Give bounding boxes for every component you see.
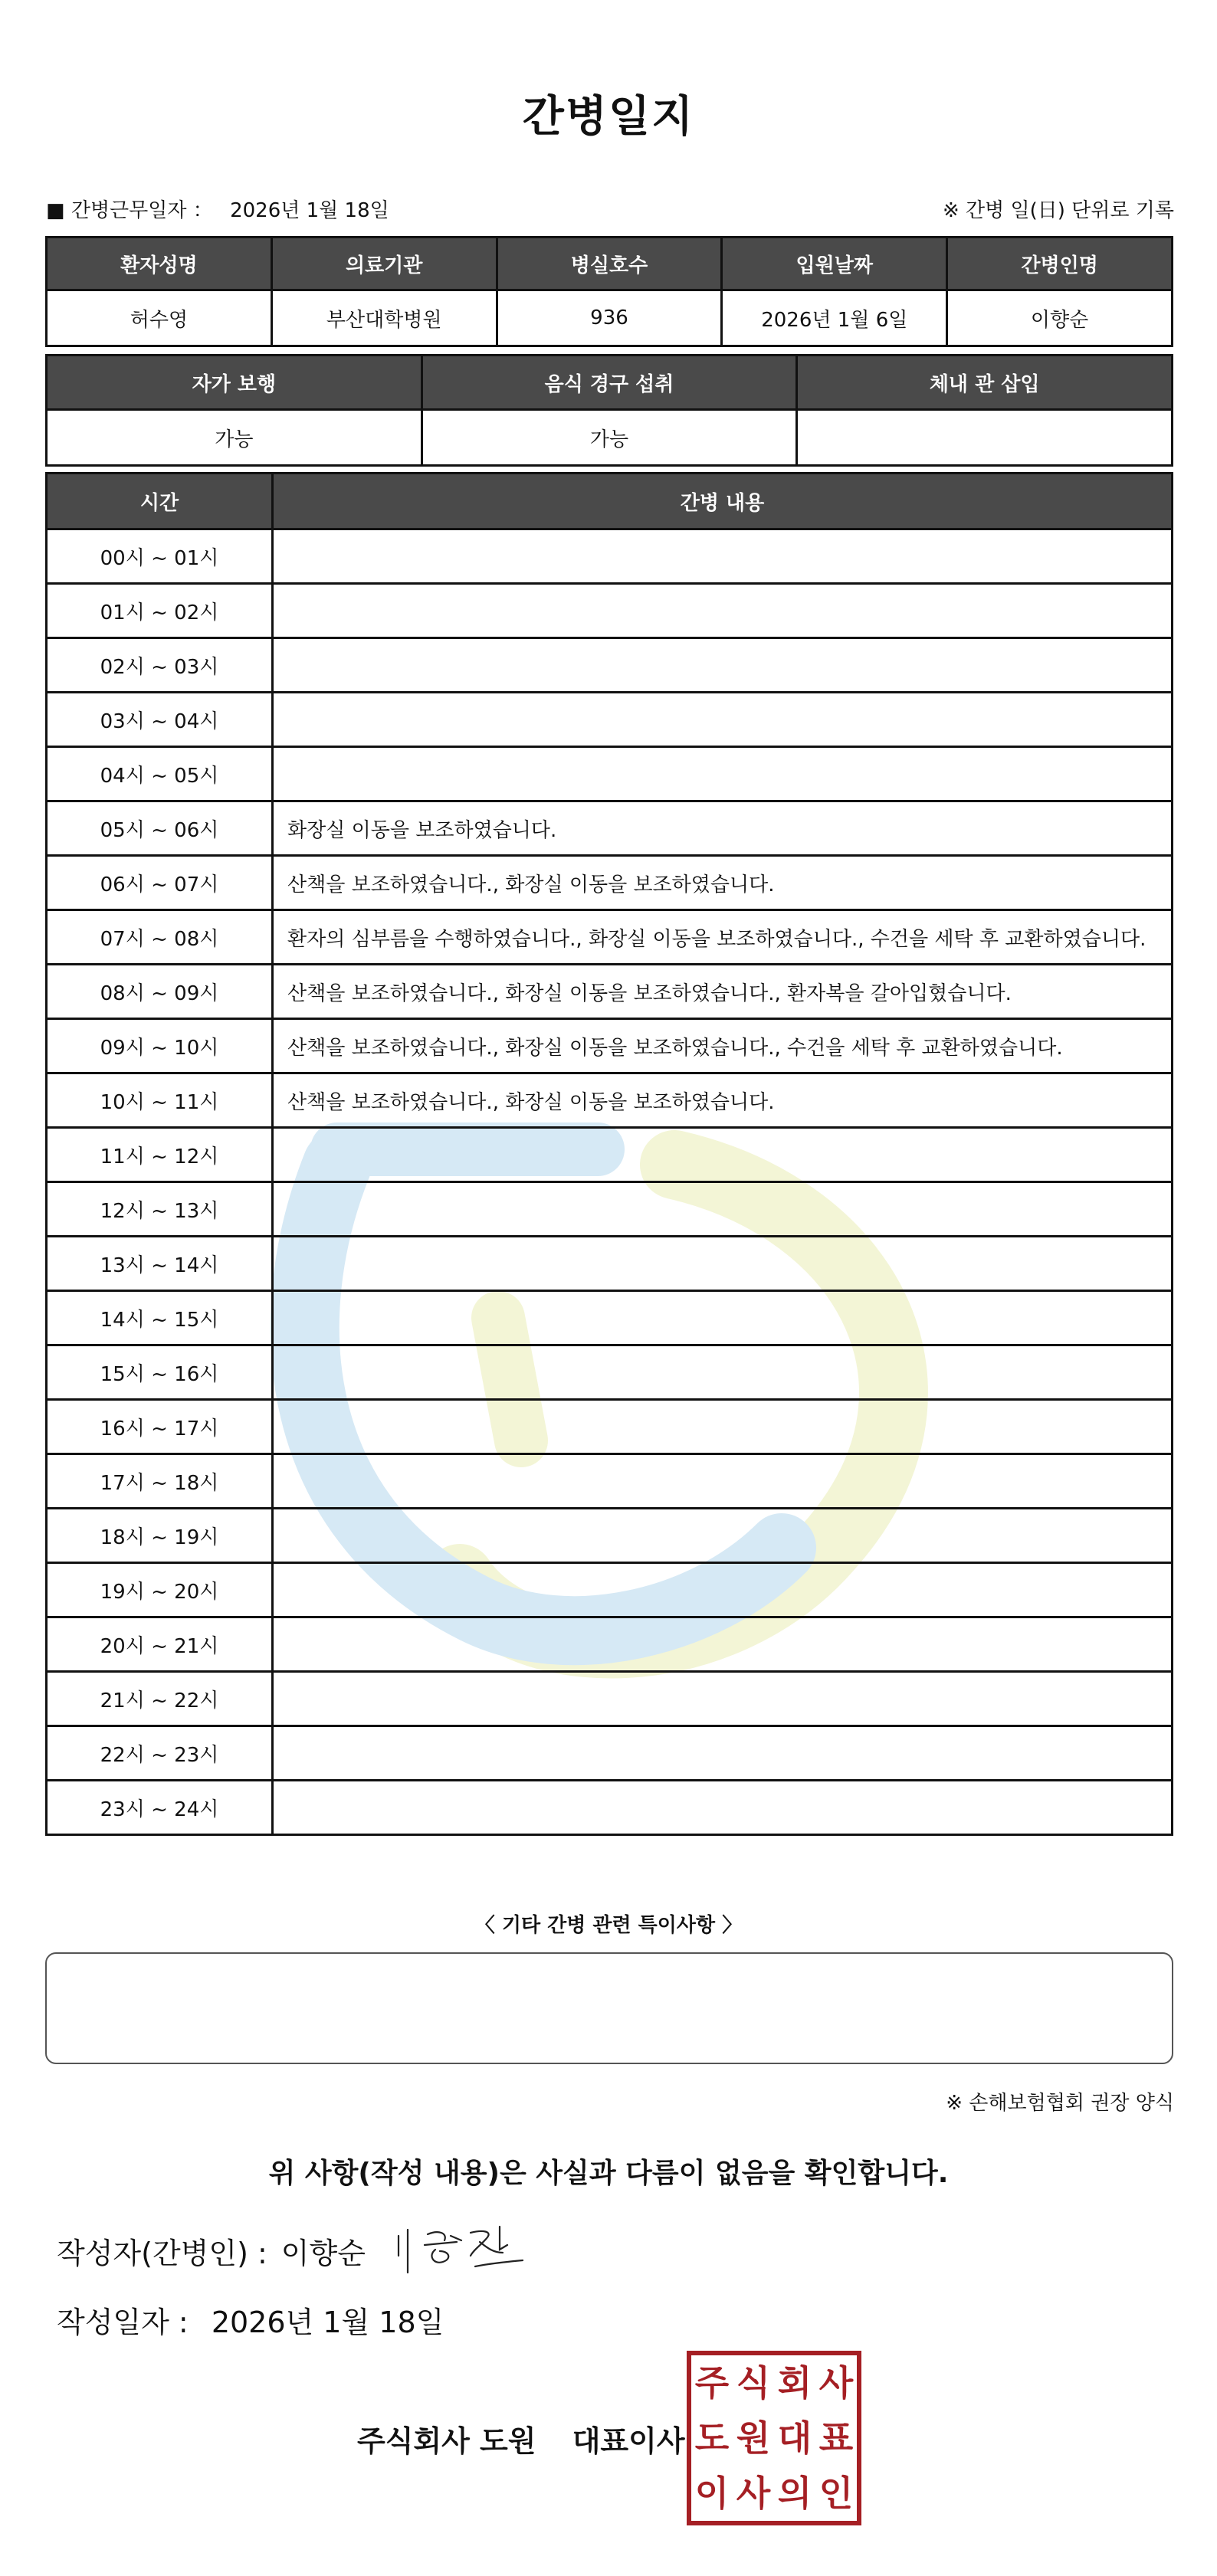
record-unit-note: ※ 간병 일(日) 단위로 기록 — [942, 199, 1174, 222]
seal-char: 사 — [736, 2473, 771, 2514]
special-notes-box — [45, 1952, 1173, 2064]
care-content: 화장실 이동을 보조하였습니다. — [273, 801, 1173, 856]
patient-info-table — [45, 236, 1173, 347]
care-content — [273, 1781, 1173, 1835]
care-row — [47, 638, 1173, 693]
care-row — [47, 965, 1173, 1019]
handwritten-signature — [391, 2219, 529, 2280]
care-time: 10시 ~ 11시 — [47, 1073, 273, 1128]
care-row — [47, 1400, 1173, 1454]
care-time: 04시 ~ 05시 — [47, 747, 273, 801]
care-time: 18시 ~ 19시 — [47, 1509, 273, 1563]
company-seal-stamp — [687, 2351, 861, 2525]
care-row — [47, 1509, 1173, 1563]
care-content — [273, 1182, 1173, 1237]
care-row — [47, 693, 1173, 747]
confirmation-statement: 위 사항(작성 내용)은 사실과 다름이 없음을 확인합니다. — [268, 2158, 949, 2189]
hourly-care-table — [45, 472, 1173, 1836]
care-content — [273, 1128, 1173, 1182]
care-time: 09시 ~ 10시 — [47, 1019, 273, 1073]
care-content — [273, 1617, 1173, 1672]
care-row — [47, 1563, 1173, 1617]
care-content — [273, 693, 1173, 747]
seal-char: 인 — [818, 2473, 854, 2514]
care-time: 08시 ~ 09시 — [47, 965, 273, 1019]
care-row — [47, 1019, 1173, 1073]
writer-label: 작성자(간병인) : — [57, 2237, 267, 2270]
care-content — [273, 1400, 1173, 1454]
care-time: 17시 ~ 18시 — [47, 1454, 273, 1509]
seal-char: 의 — [777, 2473, 812, 2514]
seal-char: 식 — [736, 2362, 771, 2404]
care-row — [47, 1672, 1173, 1726]
care-time: 03시 ~ 04시 — [47, 693, 273, 747]
writer-name: 이향순 — [280, 2237, 366, 2270]
seal-char: 이 — [694, 2473, 730, 2514]
care-time: 00시 ~ 01시 — [47, 529, 273, 584]
info-value-row — [47, 290, 1173, 346]
seal-char: 도 — [694, 2417, 730, 2459]
care-row — [47, 1237, 1173, 1291]
care-content — [273, 1237, 1173, 1291]
company-signature-line — [357, 2417, 685, 2460]
seal-char: 원 — [736, 2417, 771, 2459]
writer-row — [57, 2230, 366, 2272]
care-content — [273, 1291, 1173, 1345]
care-row — [47, 910, 1173, 965]
self-walking-value: 가능 — [47, 410, 422, 466]
seal-char: 대 — [777, 2417, 812, 2459]
care-time: 19시 ~ 20시 — [47, 1563, 273, 1617]
caregiver-name: 이향순 — [947, 290, 1173, 346]
care-content — [273, 638, 1173, 693]
notes-title: 〈 기타 간병 관련 특이사항 〉 — [474, 1914, 743, 1937]
care-row — [47, 1345, 1173, 1400]
written-date-label: 작성일자 : — [57, 2306, 189, 2339]
care-time: 14시 ~ 15시 — [47, 1291, 273, 1345]
care-header-row — [47, 474, 1173, 529]
care-content — [273, 1345, 1173, 1400]
care-content — [273, 1563, 1173, 1617]
header-admission-date: 입원날짜 — [722, 238, 947, 290]
seal-char: 회 — [777, 2362, 812, 2404]
care-content — [273, 747, 1173, 801]
seal-char: 주 — [694, 2362, 730, 2404]
care-row — [47, 529, 1173, 584]
care-content — [273, 1454, 1173, 1509]
care-time: 05시 ~ 06시 — [47, 801, 273, 856]
care-content: 산책을 보조하였습니다., 화장실 이동을 보조하였습니다. — [273, 856, 1173, 910]
care-content: 산책을 보조하였습니다., 화장실 이동을 보조하였습니다., 수건을 세탁 후 교환하였습니다. — [273, 1019, 1173, 1073]
care-time: 13시 ~ 14시 — [47, 1237, 273, 1291]
work-date-label: ■ 간병근무일자 ： — [46, 199, 213, 222]
work-date-value: 2026년 1월 18일 — [230, 199, 389, 222]
header-care-content: 간병 내용 — [273, 474, 1173, 529]
care-row — [47, 1182, 1173, 1237]
care-row — [47, 1781, 1173, 1835]
admission-date: 2026년 1월 6일 — [722, 290, 947, 346]
seal-char: 표 — [818, 2417, 854, 2459]
header-time: 시간 — [47, 474, 273, 529]
seal-char: 사 — [818, 2362, 854, 2404]
care-content — [273, 1672, 1173, 1726]
care-content — [273, 1509, 1173, 1563]
header-tube-insertion: 체내 관 삽입 — [797, 356, 1173, 410]
care-row — [47, 1726, 1173, 1781]
care-row — [47, 1128, 1173, 1182]
care-content: 산책을 보조하였습니다., 화장실 이동을 보조하였습니다. — [273, 1073, 1173, 1128]
care-time: 16시 ~ 17시 — [47, 1400, 273, 1454]
oral-intake-value: 가능 — [422, 410, 797, 466]
tube-insertion-value — [797, 410, 1173, 466]
care-content — [273, 1726, 1173, 1781]
header-patient-name: 환자성명 — [47, 238, 272, 290]
written-date-row — [57, 2299, 444, 2341]
header-room-number: 병실호수 — [497, 238, 722, 290]
document-title: 간병일지 — [522, 92, 695, 142]
representative-title: 대표이사 — [572, 2424, 685, 2458]
company-name: 주식회사 도원 — [357, 2424, 536, 2458]
care-row — [47, 747, 1173, 801]
header-hospital: 의료기관 — [271, 238, 497, 290]
info-header-row — [47, 238, 1173, 290]
care-time: 06시 ~ 07시 — [47, 856, 273, 910]
care-row — [47, 801, 1173, 856]
status-value-row — [47, 410, 1173, 466]
care-row — [47, 1617, 1173, 1672]
header-oral-intake: 음식 경구 섭취 — [422, 356, 797, 410]
header-caregiver-name: 간병인명 — [947, 238, 1173, 290]
care-row — [47, 584, 1173, 638]
care-time: 21시 ~ 22시 — [47, 1672, 273, 1726]
care-rows — [47, 529, 1173, 1835]
care-time: 02시 ~ 03시 — [47, 638, 273, 693]
care-content — [273, 529, 1173, 584]
care-time: 23시 ~ 24시 — [47, 1781, 273, 1835]
written-date-value: 2026년 1월 18일 — [211, 2306, 444, 2339]
care-time: 01시 ~ 02시 — [47, 584, 273, 638]
care-time: 20시 ~ 21시 — [47, 1617, 273, 1672]
room-number: 936 — [497, 290, 722, 346]
work-date — [46, 195, 389, 223]
care-time: 12시 ~ 13시 — [47, 1182, 273, 1237]
patient-status-table — [45, 354, 1173, 467]
care-row — [47, 1454, 1173, 1509]
care-time: 15시 ~ 16시 — [47, 1345, 273, 1400]
status-header-row — [47, 356, 1173, 410]
hospital-name: 부산대학병원 — [271, 290, 497, 346]
care-content: 산책을 보조하였습니다., 화장실 이동을 보조하였습니다., 환자복을 갈아입혔습니다. — [273, 965, 1173, 1019]
recommended-form-note: ※ 손해보험협회 권장 양식 — [946, 2092, 1174, 2115]
care-row — [47, 1073, 1173, 1128]
care-row — [47, 1291, 1173, 1345]
care-content: 환자의 심부름을 수행하였습니다., 화장실 이동을 보조하였습니다., 수건을 세탁 후 교환하였습니다. — [273, 910, 1173, 965]
patient-name: 허수영 — [47, 290, 272, 346]
care-time: 07시 ~ 08시 — [47, 910, 273, 965]
care-time: 11시 ~ 12시 — [47, 1128, 273, 1182]
header-self-walking: 자가 보행 — [47, 356, 422, 410]
care-content — [273, 584, 1173, 638]
care-time: 22시 ~ 23시 — [47, 1726, 273, 1781]
care-row — [47, 856, 1173, 910]
